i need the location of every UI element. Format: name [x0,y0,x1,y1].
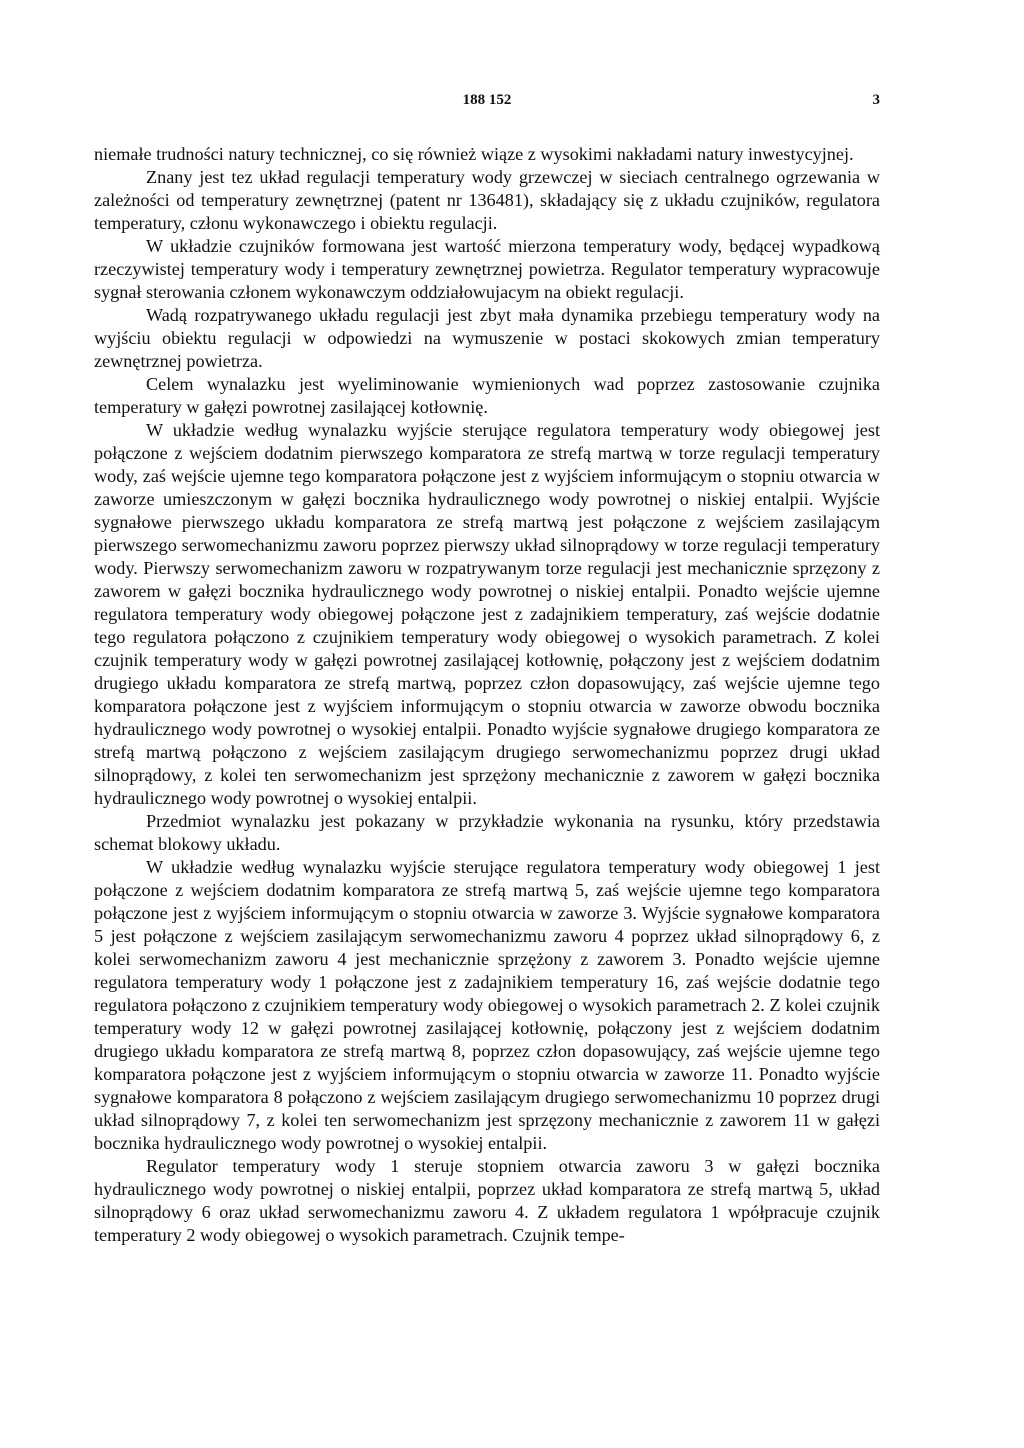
paragraph: niemałe trudności natury technicznej, co się również wiąze z wysokimi nakładami natury inwestycyjnej. [94,144,854,164]
paragraph: Znany jest tez układ regulacji temperatury wody grzewczej w sieciach centralnego ogrzewania w zależności od temperatury zewnętrznej (patent nr 136481), składający się z układu czujników, regulatora temperatury, członu wykonawczego i obiektu regulacji. [94,167,880,233]
page-header [94,92,880,116]
body-text [94,143,880,1247]
paragraph: W układzie według wynalazku wyjście sterujące regulatora temperatury wody obiegowej 1 jest połączone z wejściem dodatnim komparatora ze strefą martwą 5, zaś wejście ujemne tego komparatora połączone jest z wyjściem informującym o stopniu otwarcia w zaworze 3. Wyjście sygnałowe komparatora 5 jest połączone z wejściem zasilającym serwomechanizmu zaworu 4 poprzez układ silnoprądowy 6, z kolei serwomechanizm zaworu 4 jest mechanicznie sprzężony z zaworem 3. Ponadto wejście ujemne regulatora temperatury wody 1 połączone jest z zadajnikiem temperatury 16, zaś wejście dodatnie tego regulatora połączono z czujnikiem temperatury wody obiegowej o wysokich parametrach 2. Z kolei czujnik temperatury wody 12 w gałęzi powrotnej zasilającej kotłownię, połączony jest z wejściem dodatnim drugiego układu komparatora ze strefą martwą 8, poprzez człon dopasowujący, zaś wejście ujemne tego komparatora połączone jest z wyjściem informującym o stopniu otwarcia w zaworze 11. Ponadto wyjście sygnałowe komparatora 8 połączono z wejściem zasilającym drugiego serwomechanizmu 10 poprzez drugi układ silnoprądowy 7, z kolei ten serwomechanizm jest sprzęzony mechanicznie z zaworem 11 w gałęzi bocznika hydraulicznego wody powrotnej o wysokiej entalpii. [94,857,880,1153]
paragraph: Wadą rozpatrywanego układu regulacji jest zbyt mała dynamika przebiegu temperatury wody na wyjściu obiektu regulacji w odpowiedzi na wymuszenie w postaci skokowych zmian temperatury zewnętrznej powietrza. [94,305,880,371]
paragraph: Przedmiot wynalazku jest pokazany w przykładzie wykonania na rysunku, który przedstawia schemat blokowy układu. [94,811,880,854]
paragraph: Celem wynalazku jest wyeliminowanie wymienionych wad poprzez zastosowanie czujnika temperatury w gałęzi powrotnej zasilającej kotłownię. [94,374,880,417]
paragraph: W układzie według wynalazku wyjście sterujące regulatora temperatury wody obiegowej jest połączone z wejściem dodatnim pierwszego komparatora ze strefą martwą w torze regulacji temperatury wody, zaś wejście ujemne tego komparatora połączone jest z wyjściem informującym o stopniu otwarcia w zaworze umieszczonym w gałęzi bocznika hydraulicznego wody powrotnej o niskiej entalpii. Wyjście sygnałowe pierwszego układu komparatora ze strefą martwą jest połączone z wejściem zasilającym pierwszego serwomechanizmu zaworu poprzez pierwszy układ silnoprądowy w torze regulacji temperatury wody. Pierwszy serwomechanizm zaworu w rozpatrywanym torze regulacji jest mechanicznie sprzęzony z zaworem w gałęzi bocznika hydraulicznego wody powrotnej o niskiej entalpii. Ponadto wejście ujemne regulatora temperatury wody obiegowej połączone jest z zadajnikiem temperatury, zaś wejście dodatnie tego regulatora połączono z czujnikiem temperatury wody obiegowej o wysokich parametrach. Z kolei czujnik temperatury wody w gałęzi powrotnej zasilającej kotłownię, połączony jest z wejściem dodatnim drugiego układu komparatora ze strefą martwą, poprzez człon dopasowujący, zaś wejście ujemne tego komparatora połączone jest z wyjściem informującym o stopniu otwarcia w zaworze obwodu bocznika hydraulicznego wody powrotnej o wysokiej entalpii. Ponadto wyjście sygnałowe drugiego komparatora ze strefą martwą połączono z wejściem zasilającym drugiego serwomechanizmu poprzez drugi układ silnoprądowy, z kolei ten serwomechanizm jest sprzężony mechanicznie z zaworem w gałęzi bocznika hydraulicznego wody powrotnej o wysokiej entalpii. [94,420,880,808]
document-number: 188 152 [462,92,512,108]
page-number: 3 [872,92,880,108]
paragraph: W układzie czujników formowana jest wartość mierzona temperatury wody, będącej wypadkową rzeczywistej temperatury wody i temperatury zewnętrznej powietrza. Regulator temperatury wypracowuje sygnał sterowania członem wykonawczym oddziałowujacym na obiekt regulacji. [94,236,880,302]
paragraph: Regulator temperatury wody 1 steruje stopniem otwarcia zaworu 3 w gałęzi bocznika hydraulicznego wody powrotnej o niskiej entalpii, poprzez układ komparatora ze strefą martwą 5, układ silnoprądowy 6 oraz układ serwomechanizmu zaworu 4. Z układem regulatora 1 wpółpracuje czujnik temperatury 2 wody obiegowej o wysokich parametrach. Czujnik tempe- [94,1156,880,1245]
